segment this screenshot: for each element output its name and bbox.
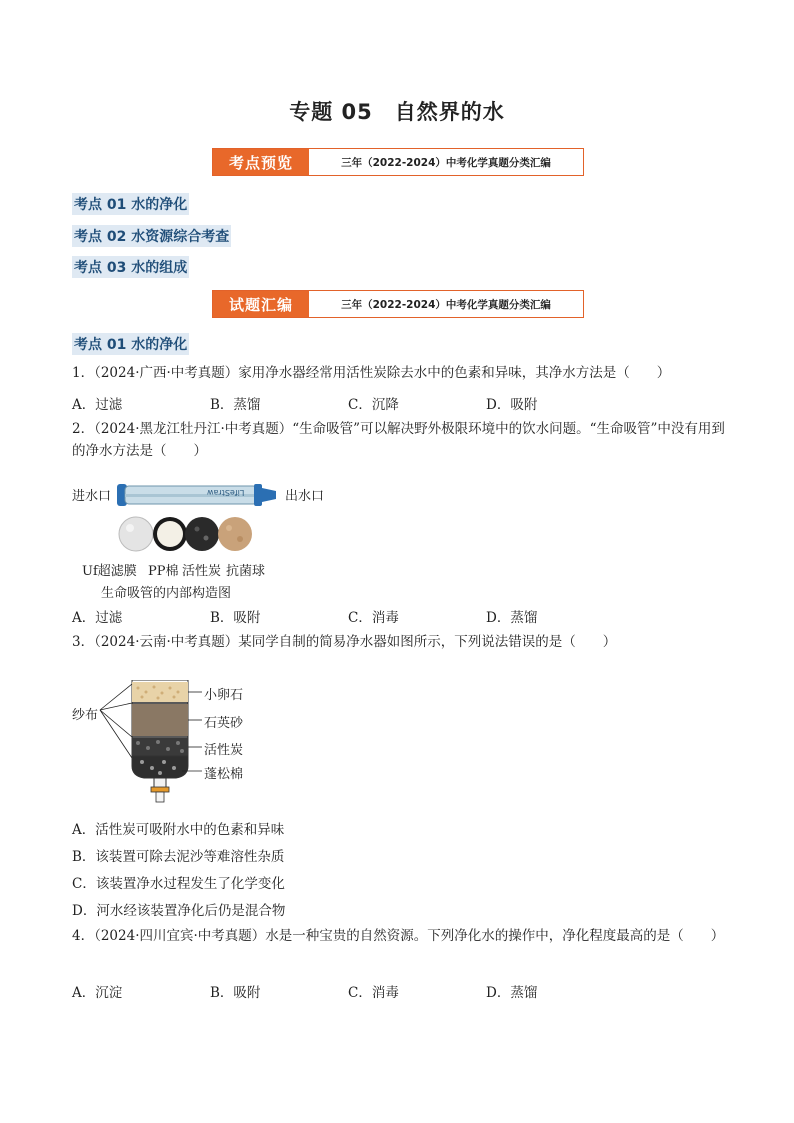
banner-subtitle: 三年（2022-2024）中考化学真题分类汇编 <box>341 156 551 169</box>
option-a[interactable]: A．沉淀 <box>72 985 123 1001</box>
option-d[interactable]: D．蒸馏 <box>486 610 538 626</box>
banner-subtitle: 三年（2022-2024）中考化学真题分类汇编 <box>341 298 551 311</box>
question-4-stem: 4．（2024·四川宜宾·中考真题）水是一种宝贵的自然资源。下列净化水的操作中，净化程度最高的是（ ） <box>72 928 725 944</box>
option-d[interactable]: D．河水经该装置净化后仍是混合物 <box>72 903 286 919</box>
page-title: 专题 05 自然界的水 <box>289 100 505 124</box>
option-b[interactable]: B．该装置可除去泥沙等难溶性杂质 <box>72 849 285 865</box>
banner-tag: 考点预览 <box>213 149 309 175</box>
question-1-stem: 1．（2024·广西·中考真题）家用净水器经常用活性炭除去水中的色素和异味，其净水方法是（ ） <box>72 365 671 381</box>
figure-caption: 生命吸管的内部构造图 <box>101 586 232 601</box>
pebble-label: 小卵石 <box>204 688 244 703</box>
option-d[interactable]: D．吸附 <box>486 397 538 413</box>
straw-brand: LifeStraw <box>207 488 245 497</box>
cotton-label: 蓬松棉 <box>204 767 244 782</box>
option-c[interactable]: C．沉降 <box>348 397 399 413</box>
question-1-options <box>72 393 624 413</box>
option-c[interactable]: C．消毒 <box>348 985 399 1001</box>
uf-membrane-label: Uf超滤膜 <box>82 564 137 579</box>
banner-questions <box>212 290 584 318</box>
overview-item-2[interactable]: 考点 02 水资源综合考查 <box>72 225 231 247</box>
option-a[interactable]: A．活性炭可吸附水中的色素和异味 <box>72 822 285 838</box>
option-c[interactable]: C．消毒 <box>348 610 399 626</box>
option-a[interactable]: A．过滤 <box>72 610 123 626</box>
question-3-stem: 3．（2024·云南·中考真题）某同学自制的简易净水器如图所示，下列说法错误的是（ ） <box>72 634 617 650</box>
question-2-stem: 2．（2024·黑龙江牡丹江·中考真题）“生命吸管”可以解决野外极限环境中的饮水问题。“生命吸管”中没有用到的净水方法是（ ） <box>72 421 725 459</box>
antibacterial-ball-label: 抗菌球 <box>226 564 266 579</box>
banner-overview <box>212 148 584 176</box>
inlet-label: 进水口 <box>72 489 112 504</box>
option-a[interactable]: A．过滤 <box>72 397 123 413</box>
option-b[interactable]: B．吸附 <box>210 610 261 626</box>
overview-item-3[interactable]: 考点 03 水的组成 <box>72 256 189 278</box>
option-b[interactable]: B．吸附 <box>210 985 261 1001</box>
water-purifier-figure <box>72 680 272 810</box>
gauze-label: 纱布 <box>72 708 99 723</box>
activated-carbon-label: 活性炭 <box>182 564 222 579</box>
life-straw-figure <box>72 476 352 601</box>
section-heading: 考点 01 水的净化 <box>72 333 189 355</box>
option-d[interactable]: D．蒸馏 <box>486 985 538 1001</box>
question-2-options <box>72 606 624 626</box>
quartz-sand-label: 石英砂 <box>204 716 244 731</box>
option-b[interactable]: B．蒸馏 <box>210 397 261 413</box>
outlet-label: 出水口 <box>285 489 325 504</box>
option-c[interactable]: C．该装置净水过程发生了化学变化 <box>72 876 285 892</box>
activated-carbon-label: 活性炭 <box>204 743 244 758</box>
banner-tag: 试题汇编 <box>213 291 309 317</box>
overview-item-1[interactable]: 考点 01 水的净化 <box>72 193 189 215</box>
question-4-options <box>72 981 624 1001</box>
pp-cotton-label: PP棉 <box>148 564 179 579</box>
